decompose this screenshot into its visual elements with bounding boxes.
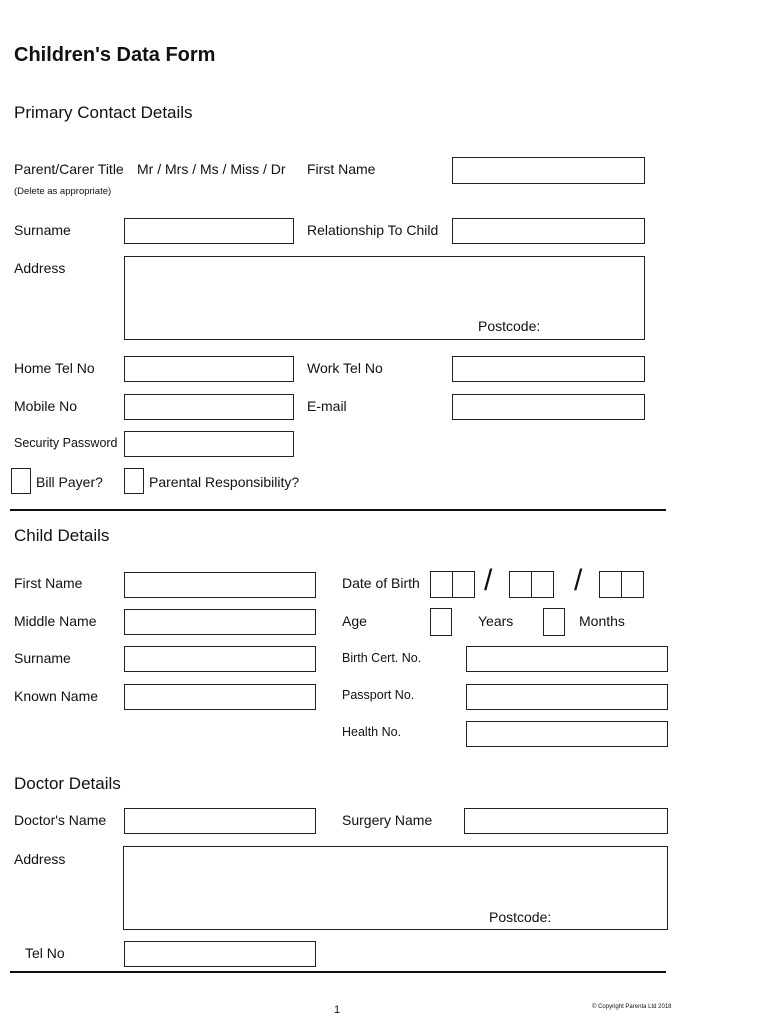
copyright: © Copyright Parenta Ltd 2018 [592, 1004, 672, 1010]
primary-address-label: Address [14, 260, 66, 276]
doctor-tel-label: Tel No [25, 945, 65, 961]
section-heading-primary: Primary Contact Details [14, 103, 193, 122]
child-surname-label: Surname [14, 650, 71, 666]
email-label: E-mail [307, 398, 347, 414]
title-options[interactable]: Mr / Mrs / Ms / Miss / Dr [137, 161, 286, 177]
doctor-postcode-label: Postcode: [489, 909, 552, 925]
primary-address-field[interactable] [124, 256, 645, 340]
birth-cert-label: Birth Cert. No. [342, 651, 422, 665]
security-password-label: Security Password [14, 436, 118, 450]
bill-payer-checkbox[interactable] [11, 468, 31, 494]
page-number: 1 [334, 1004, 341, 1016]
home-tel-field[interactable] [124, 356, 294, 382]
surgery-name-label: Surgery Name [342, 812, 433, 828]
middle-name-label: Middle Name [14, 613, 97, 629]
work-tel-label: Work Tel No [307, 360, 383, 376]
surgery-name-field[interactable] [464, 808, 668, 834]
doctors-name-field[interactable] [124, 808, 316, 834]
primary-surname-label: Surname [14, 222, 71, 238]
known-name-label: Known Name [14, 688, 99, 704]
bill-payer-label: Bill Payer? [36, 474, 103, 490]
relationship-label: Relationship To Child [307, 222, 439, 238]
age-label: Age [342, 613, 367, 629]
dob-month-digit-2[interactable] [531, 571, 554, 598]
dob-label: Date of Birth [342, 575, 420, 591]
primary-surname-field[interactable] [124, 218, 294, 244]
years-label: Years [478, 613, 514, 629]
parent-carer-title-label: Parent/Carer Title [14, 161, 124, 177]
age-months-field[interactable] [543, 608, 565, 636]
known-name-field[interactable] [124, 684, 316, 710]
doctor-address-label: Address [14, 851, 66, 867]
child-first-name-field[interactable] [124, 572, 316, 598]
months-label: Months [579, 613, 625, 629]
security-password-field[interactable] [124, 431, 294, 457]
mobile-field[interactable] [124, 394, 294, 420]
birth-cert-field[interactable] [466, 646, 668, 672]
child-first-name-label: First Name [14, 575, 83, 591]
parental-responsibility-checkbox[interactable] [124, 468, 144, 494]
bottom-divider [10, 971, 666, 973]
section-heading-child: Child Details [14, 526, 110, 545]
doctor-address-field[interactable] [123, 846, 668, 930]
dob-day-digit-2[interactable] [452, 571, 475, 598]
email-field[interactable] [452, 394, 645, 420]
doctors-name-label: Doctor's Name [14, 812, 107, 828]
page-title: Children's Data Form [14, 44, 216, 66]
primary-first-name-label: First Name [307, 161, 376, 177]
doctor-tel-field[interactable] [124, 941, 316, 967]
dob-year-digit-1[interactable] [599, 571, 622, 598]
dob-month-digit-1[interactable] [509, 571, 532, 598]
mobile-label: Mobile No [14, 398, 78, 414]
section-divider [10, 509, 666, 511]
primary-first-name-field[interactable] [452, 157, 645, 184]
middle-name-field[interactable] [124, 609, 316, 635]
passport-label: Passport No. [342, 688, 415, 702]
dob-day-digit-1[interactable] [430, 571, 453, 598]
passport-field[interactable] [466, 684, 668, 710]
delete-note: (Delete as appropriate) [14, 186, 112, 197]
dob-year-digit-2[interactable] [621, 571, 644, 598]
primary-postcode-label: Postcode: [478, 318, 541, 334]
parental-responsibility-label: Parental Responsibility? [149, 474, 300, 490]
dob-separator: / [484, 564, 493, 597]
child-surname-field[interactable] [124, 646, 316, 672]
age-years-field[interactable] [430, 608, 452, 636]
home-tel-label: Home Tel No [14, 360, 95, 376]
dob-separator: / [574, 564, 583, 597]
health-no-label: Health No. [342, 725, 402, 739]
health-no-field[interactable] [466, 721, 668, 747]
section-heading-doctor: Doctor Details [14, 774, 121, 793]
work-tel-field[interactable] [452, 356, 645, 382]
relationship-field[interactable] [452, 218, 645, 244]
